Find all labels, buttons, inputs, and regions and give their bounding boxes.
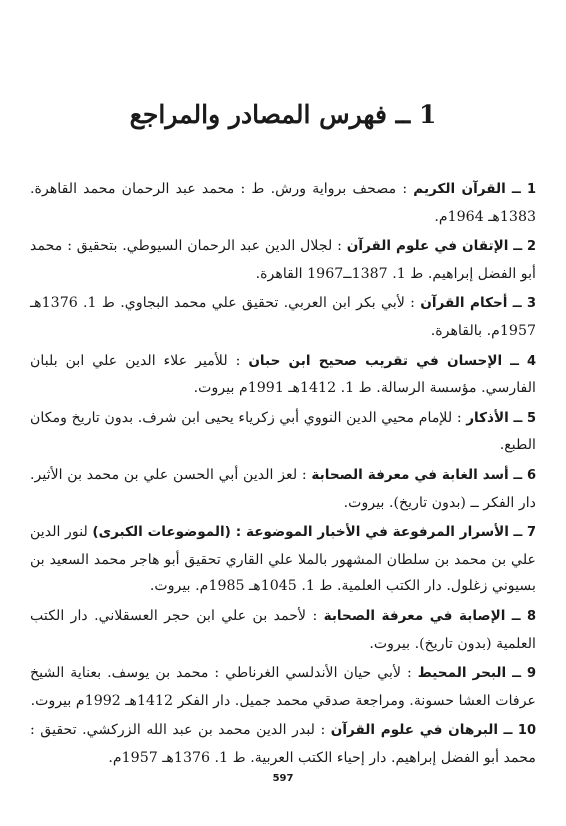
bibliography-entry xyxy=(30,660,536,714)
entry-details: : لعز الدين أبي الحسن علي بن محمد بن الأثير. دار الفكر ــ (بدون تاريخ). بيروت. xyxy=(30,466,536,511)
entry-number: 6 ــ xyxy=(513,467,537,483)
bibliography-entry xyxy=(30,405,536,459)
entry-number: 3 ــ xyxy=(512,296,536,312)
bibliography-entry xyxy=(30,233,536,287)
bibliography-entry xyxy=(30,462,536,516)
entry-title: القرآن الكريم xyxy=(413,181,506,197)
page-heading: 1 ــ فهرس المصادر والمراجع xyxy=(129,100,437,129)
bibliography-entry xyxy=(30,176,536,230)
bibliography-entry xyxy=(30,348,536,402)
bibliography-entry xyxy=(30,603,536,657)
entry-title: أحكام القرآن xyxy=(420,295,508,312)
entry-title: البرهان في علوم القرآن xyxy=(330,722,499,739)
entry-number: 8 ــ xyxy=(511,608,536,624)
entry-number: 2 ــ xyxy=(513,239,537,255)
bibliography-entry xyxy=(30,717,536,771)
entry-details: : مصحف برواية ورش. ط : محمد عبد الرحمان محمد القاهرة. 1383هـ 1964م. xyxy=(30,181,536,225)
entry-title: الأسرار المرفوعة في الأخبار الموضوعة : (الموضوعات الكبرى) xyxy=(92,524,509,541)
page-number: 597 xyxy=(272,773,294,784)
entry-details: لنور الدين علي بن محمد بن سلطان المشهور بالملا علي القاري تحقيق أبو هاجر محمد السعيد بن بسيوني زغلول. دار الكتب العلمية. ط 1. 1045هـ 1985م. بيروت. xyxy=(30,524,536,595)
entry-title: الأذكار xyxy=(466,409,509,426)
entry-details: : للإمام محيي الدين النووي أبي زكرياء يحيى ابن شرف. بدون تاريخ ومكان الطبع. xyxy=(30,409,536,454)
entry-number: 10 ــ xyxy=(503,723,536,739)
entry-title: الإحسان في تقريب صحيح ابن حبان xyxy=(248,352,503,369)
entry-details: : لأبي حيان الأندلسي الغرناطي : محمد بن يوسف. بعناية الشيخ عرفات العشا حسونة. ومراجعة صدقي محمد جميل. دار الفكر 1412هـ 1992م بيروت. xyxy=(30,665,536,709)
entry-details: : لجلال الدين عبد الرحمان السيوطي. بتحقيق : محمد أبو الفضل إبراهيم. ط 1. 1387ــ1967 القاهرة. xyxy=(30,238,536,282)
entry-details: : لأحمد بن علي ابن حجر العسقلاني. دار الكتب العلمية (بدون تاريخ). بيروت. xyxy=(30,607,536,652)
entry-title: الإتقان في علوم القرآن xyxy=(346,238,509,255)
entry-number: 9 ــ xyxy=(512,666,536,682)
entry-details: : للأمير علاء الدين علي ابن بلبان الفارسي. مؤسسة الرسالة. ط 1. 1412هـ 1991م بيروت. xyxy=(30,352,536,397)
entry-title: البحر المحيط xyxy=(417,665,507,682)
bibliography-list xyxy=(30,176,536,774)
bibliography-entry xyxy=(30,290,536,344)
entry-details: : لأبي بكر ابن العربي. تحقيق علي محمد البجاوي. ط 1. 1376هـ 1957م. بالقاهرة. xyxy=(30,295,536,339)
entry-number: 1 ــ xyxy=(511,182,536,197)
entry-number: 7 ــ xyxy=(513,525,536,541)
entry-details: : لبدر الدين محمد بن عبد الله الزركشي. تحقيق : محمد أبو الفضل إبراهيم. دار إحياء الكتب العربية. ط 1. 1376هـ 1957م. xyxy=(30,722,536,766)
bibliography-entry xyxy=(30,519,536,600)
entry-number: 4 ــ xyxy=(510,353,536,369)
entry-title: الإصابة في معرفة الصحابة xyxy=(323,607,506,624)
entry-title: أسد الغابة في معرفة الصحابة xyxy=(311,466,509,483)
entry-number: 5 ــ xyxy=(513,410,536,426)
